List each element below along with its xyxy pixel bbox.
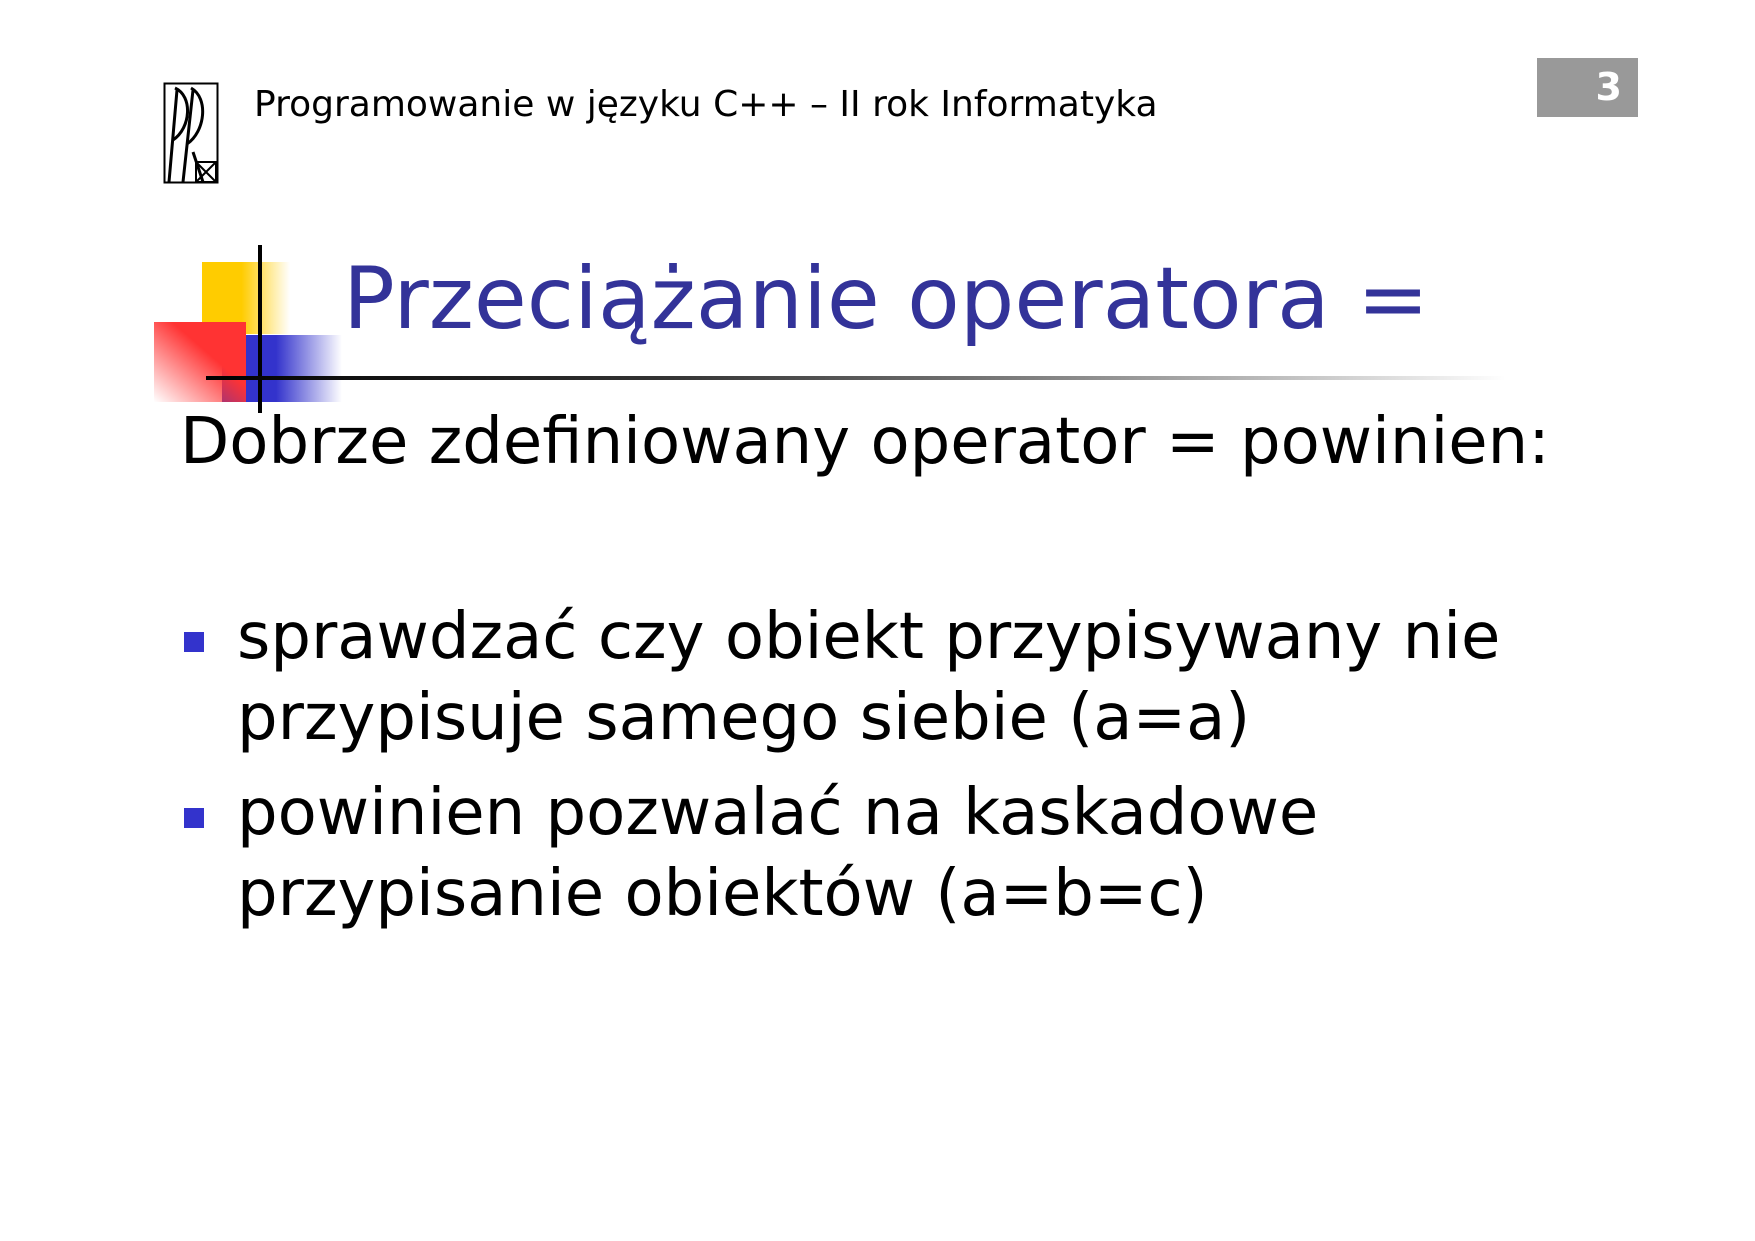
bullet-item bbox=[180, 597, 1600, 759]
square-bullet-icon bbox=[184, 632, 204, 652]
deco-vertical-line bbox=[258, 245, 262, 413]
course-title: Programowanie w języku C++ – II rok Informatyka bbox=[254, 84, 1158, 125]
logo-monogram bbox=[163, 82, 219, 184]
bullet-list bbox=[180, 597, 1600, 949]
bullet-item bbox=[180, 773, 1600, 935]
deco-red-square bbox=[154, 322, 246, 402]
bullet-text: powinien pozwalać na kaskadowe przypisanie obiektów (a=b=c) bbox=[237, 776, 1319, 931]
bullet-text: sprawdzać czy obiekt przypisywany nie przypisuje samego siebie (a=a) bbox=[237, 600, 1501, 755]
page-number-badge: 3 bbox=[1537, 58, 1638, 117]
slide-title: Przeciążanie operatora = bbox=[343, 249, 1430, 349]
intro-text: Dobrze zdefiniowany operator = powinien: bbox=[180, 405, 1550, 479]
square-bullet-icon bbox=[184, 808, 204, 828]
deco-horizontal-line bbox=[206, 376, 1506, 380]
